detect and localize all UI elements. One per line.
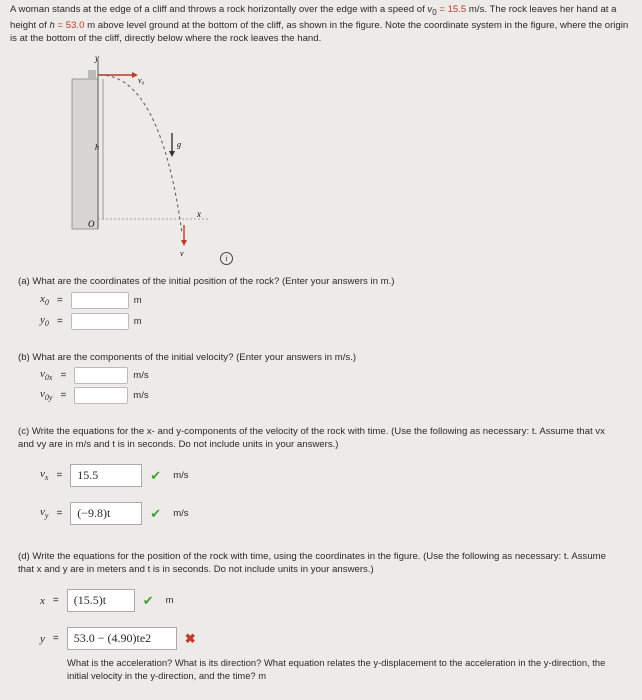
y-label: y: [40, 632, 45, 645]
x0-row: [40, 292, 142, 309]
equals-sign: =: [60, 370, 67, 381]
trajectory-path: [100, 75, 182, 233]
vx-label: $v_x$: [40, 468, 49, 483]
v0y-label: $v_{0y}$: [40, 388, 53, 403]
correct-check-icon: ✔: [150, 467, 162, 483]
equals-sign: =: [60, 390, 67, 401]
equals-sign: =: [56, 316, 63, 327]
y0-input[interactable]: [71, 313, 129, 330]
correct-check-icon: ✔: [150, 505, 162, 521]
g-label: g: [177, 140, 181, 149]
equals-sign: =: [56, 470, 63, 481]
equals-sign: =: [56, 295, 63, 306]
equals-sign: =: [56, 508, 63, 519]
equals-sign: =: [52, 595, 59, 606]
cliff-shape: [72, 79, 98, 229]
v0y-row: [40, 387, 149, 404]
v-arrowhead: [181, 240, 187, 246]
y0-label: $y_0$: [40, 314, 49, 329]
v0-symbol: v: [427, 4, 433, 15]
woman-marker: [88, 70, 96, 79]
v-label: v: [180, 249, 184, 258]
origin-label: O: [88, 219, 95, 229]
vy-answer[interactable]: (−9.8)t: [70, 502, 142, 525]
vy-row: [40, 502, 189, 525]
cliff-figure: [60, 55, 240, 265]
vy-label: $v_y$: [40, 506, 49, 521]
part-b-question: (b) What are the components of the initial velocity? (Enter your answers in m/s.): [18, 352, 357, 363]
x-label: x: [40, 594, 45, 607]
v0x-input[interactable]: [74, 367, 128, 384]
intro-text-2: m/s. The rock leaves her hand at a height of: [10, 4, 617, 31]
info-icon[interactable]: i: [220, 252, 233, 265]
y0-row: [40, 313, 142, 330]
hint-text: What is the acceleration? What is its direction? What equation relates the y-displacement to the acceleration in the y-direction, the initial velocity in the y-direction, and the time? m: [67, 657, 606, 681]
x-unit: m: [165, 595, 174, 606]
h-symbol: h: [49, 19, 55, 31]
x0-unit: m: [133, 295, 142, 306]
x0-input[interactable]: [71, 292, 129, 309]
problem-statement: [10, 3, 630, 45]
g-arrowhead: [169, 151, 175, 157]
h-label: h: [95, 143, 99, 152]
vx-unit: m/s: [173, 470, 189, 481]
v0x-unit: m/s: [133, 370, 149, 381]
part-c-question: (c) Write the equations for the x- and y-components of the velocity of the rock with time. (Use the following as necessary: t. Assume that vx and vy are in m/s and t is in seconds. Do not include units in your answers.): [18, 426, 605, 450]
cliff-diagram: [60, 55, 240, 265]
x-answer[interactable]: (15.5)t: [67, 589, 135, 612]
h-value: = 53.0: [54, 19, 85, 31]
v0-sub: 0: [432, 7, 437, 17]
y-axis-label: y: [95, 55, 99, 63]
y-row: [40, 627, 196, 650]
v0y-input[interactable]: [74, 387, 128, 404]
intro-text-1: A woman stands at the edge of a cliff and throws a rock horizontally over the edge with a speed of: [10, 4, 428, 15]
vx-answer[interactable]: 15.5: [70, 464, 142, 487]
v0-label: v₀: [138, 76, 145, 85]
x-row: [40, 589, 174, 612]
x-axis-label: x: [197, 209, 201, 219]
v0y-unit: m/s: [133, 390, 149, 401]
x0-label: $x_0$: [40, 293, 49, 308]
part-d-question: (d) Write the equations for the position of the rock with time, using the coordinates in the figure. (Use the following as necessary: t. Assume that x and y are in meters and t is in seconds. Do not include units in your answers.): [18, 551, 607, 575]
intro-text-3: m above level ground at the bottom of the cliff, as shown in the figure. Note the coordinate system in the figure, where the origin is at the bottom of the cliff, directly below where the rock leaves the hand.: [10, 19, 629, 44]
equals-sign: =: [52, 633, 59, 644]
vy-unit: m/s: [173, 508, 189, 519]
v0x-label: $v_{0x}$: [40, 368, 53, 383]
y0-unit: m: [133, 316, 142, 327]
vx-row: [40, 464, 189, 487]
y-answer[interactable]: 53.0 − (4.90)te2: [67, 627, 177, 650]
v0x-row: [40, 367, 149, 384]
incorrect-cross-icon: ✖: [184, 630, 196, 646]
v0-value: = 15.5: [436, 4, 467, 15]
part-a-question: (a) What are the coordinates of the initial position of the rock? (Enter your answers in m.): [18, 276, 395, 287]
correct-check-icon: ✔: [142, 592, 154, 608]
